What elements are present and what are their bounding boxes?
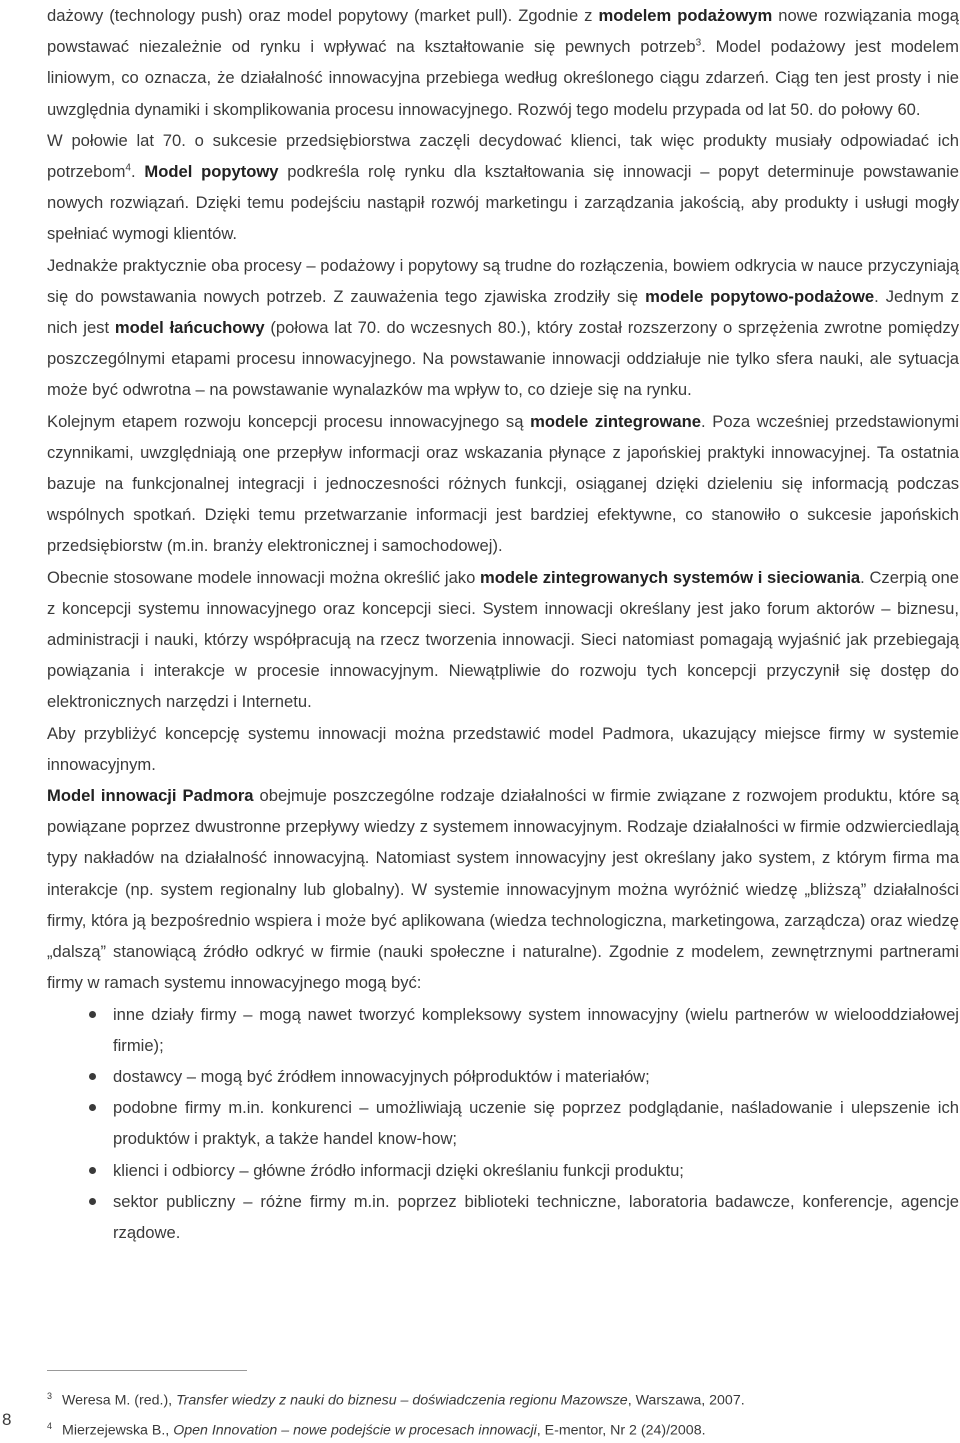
bullet-item [113,1061,959,1092]
text-run: (połowa lat 70. do wczesnych 80.), który został rozszerzony o sprzężenia zwrotne pomiędzy poszczególnymi etapami procesu innowacyjnego. Na powstawanie innowacji oddziałuje nie tylko sfera nauki, ale sytuacja może być odwrotna – na powstawanie wynalazków ma wpływ to, co dzieje się na rynku. [47,318,959,400]
bold-term: modele zintegrowanych systemów i sieciowania [480,567,861,587]
text-run: . [130,162,145,182]
bold-term: Model innowacji Padmora [47,786,254,806]
italic-title: Open Innovation – nowe podejście w procesach innowacji [173,1422,537,1439]
bullet-item [113,1186,959,1248]
bold-term: modele zintegrowane [530,411,701,431]
text-run: . Jednym z nich jest [47,286,960,338]
text-run: Aby przybliżyć koncepcję systemu innowacji można przedstawić model Padmora, ukazujący miejsce firmy w systemie innowacyjnym. [47,723,959,774]
text-run: . Poza wcześniej przedstawionymi czynnikami, uwzględniają one przepływ informacji oraz wskazania płynące z japońskiej praktyki innowacyjnej. Ta ostatnia bazuje na funkcjonalnej integracji i jednoczesności różnych funkcji, osiąganej dzięki dzieleniu się informacją podczas wspólnych spotkań. Dzięki temu przetwarzanie informacji jest bardziej efektywne, co stanowiło o sukcesie japońskich przedsiębiorstw (m.in. branży elektronicznej i samochodowej). [47,411,959,556]
bullet-text: inne działy firmy – mogą nawet tworzyć kompleksowy system innowacyjny (wielu partnerów w wielooddziałowej firmie); [113,1004,959,1055]
text-run: , Warszawa, 2007. [627,1392,745,1409]
bold-term: Model popytowy [144,162,279,182]
text-run: podkreśla rolę rynku dla kształtowania się innowacji – popyt determinuje powstawanie nowych rozwiązań. Dzięki temu podejściu nastąpił rozwój marketingu i zarządzania jakością, aby produkty i usługi mogły spełniać wymogi klientów. [47,162,959,244]
partners-bullet-list [47,999,959,1249]
bullet-dot-icon [89,1073,96,1080]
footnote [47,1384,947,1414]
text-run: W połowie lat 70. o sukcesie przedsiębiorstwa zaczęli decydować klienci, tak więc produkty musiały odpowiadać ich potrzebom [47,130,959,182]
bold-term: modele popytowo-podażowe [645,286,875,306]
text-run: . Czerpią one z koncepcji systemu innowacyjnego oraz koncepcji sieci. System innowacji określany jest jako forum aktorów – biznesu, administracji i nauki, którzy współpracują na rzecz tworzenia innowacji. Sieci natomiast pomagają wyjaśnić jak przebiegają powiązania i interakcje w procesie innowacyjnym. Niewątpliwie do rozwoju tych koncepcji przyczynił się dostęp do elektronicznych narzędzi i Internetu. [47,567,959,712]
bold-term: modelem podażowym [598,6,773,25]
bullet-item [113,1155,959,1186]
text-run: Kolejnym etapem rozwoju koncepcji procesu innowacyjnego są [47,411,531,431]
text-run: obejmuje poszczególne rodzaje działalności w firmie związane z rozwojem produktu, które są powiązane poprzez dwustronne przepływy wiedzy z systemem innowacyjnym. Rodzaje działalności w firmie odzwierciedlają typy nakładów na działalność innowacyjną. Natomiast system innowacyjny jest określany jako system, z którym firma ma interakcje (np. system regionalny lub globalny). W systemie innowacyjnym można wyróżnić wiedzę „bliższą” działalności firmy, która ją bezpośrednio wspiera i może być aplikowana (wiedza technologiczna, marketingowa, zarządcza) oraz wiedzę „dalszą” stanowiącą źródło odkryć w firmie (nauki społeczne i naturalne). Zgodnie z modelem, zewnętrznymi partnerami firmy w ramach systemu innowacyjnego mogą być: [47,786,959,993]
bold-term: model łańcuchowy [114,318,265,338]
bullet-item [113,1092,959,1154]
text-run: Mierzejewska B., [62,1422,174,1439]
footnote [47,1414,947,1443]
footnote-separator [47,1370,247,1371]
bullet-dot-icon [89,1104,96,1111]
paragraph [47,0,959,125]
paragraph [47,718,959,780]
footnotes [47,1384,947,1443]
bullet-dot-icon [89,1011,96,1018]
bullet-text: klienci i odbiorcy – główne źródło informacji dzięki określaniu funkcji produktu; [113,1160,684,1180]
bullet-dot-icon [89,1198,96,1205]
text-run: Obecnie stosowane modele innowacji można określić jako [47,567,480,587]
page-number: 8 [2,1410,12,1429]
text-run: Jednakże praktycznie oba procesy – podażowy i popytowy są trudne do rozłączenia, bowiem odkrycia w nauce przyczyniają się do powstawania nowych potrzeb. Z zauważenia tego zjawiska zrodziły się [47,255,959,306]
italic-title: Transfer wiedzy z nauki do biznesu – doświadczenia regionu Mazowsze [176,1392,628,1409]
footnote-number: 4 [47,1420,53,1431]
bullet-text: podobne firmy m.in. konkurenci – umożliwiają uczenie się poprzez podglądanie, naśladowanie i ulepszenie ich produktów i praktyk, a także handel know-how; [113,1098,959,1149]
text-run: , E-mentor, Nr 2 (24)/2008. [536,1422,706,1439]
bullet-item [113,999,959,1061]
footnote-ref: 3 [695,37,702,49]
text-run: Weresa M. (red.), [62,1392,177,1409]
body-text [47,0,959,999]
text-run: nowe rozwiązania mogą powstawać niezależnie od rynku i wpływać na kształtowanie się pewnych potrzeb [47,6,959,57]
footnote-number: 3 [47,1391,53,1401]
paragraph [47,562,959,718]
bullet-dot-icon [89,1167,96,1174]
paragraph [47,125,959,250]
bullet-text: sektor publiczny – różne firmy m.in. poprzez biblioteki techniczne, laboratoria badawcze, konferencje, agencje rządowe. [113,1191,959,1242]
document-page [47,0,959,1248]
text-run: dażowy (technology push) oraz model popytowy (market pull). Zgodnie z [47,6,599,25]
footnote-ref: 4 [125,162,131,174]
paragraph [47,780,959,998]
paragraph [47,406,959,562]
text-run: . Model podażowy jest modelem liniowym, co oznacza, że działalność innowacyjna przebiega według określonego ciągu zdarzeń. Ciąg ten jest prosty i nie uwzględnia dynamiki i skomplikowania procesu innowacyjnego. Rozwój tego modelu przypada od lat 50. do połowy 60. [47,37,959,119]
paragraph [47,250,959,406]
bullet-text: dostawcy – mogą być źródłem innowacyjnych półproduktów i materiałów; [113,1066,650,1086]
